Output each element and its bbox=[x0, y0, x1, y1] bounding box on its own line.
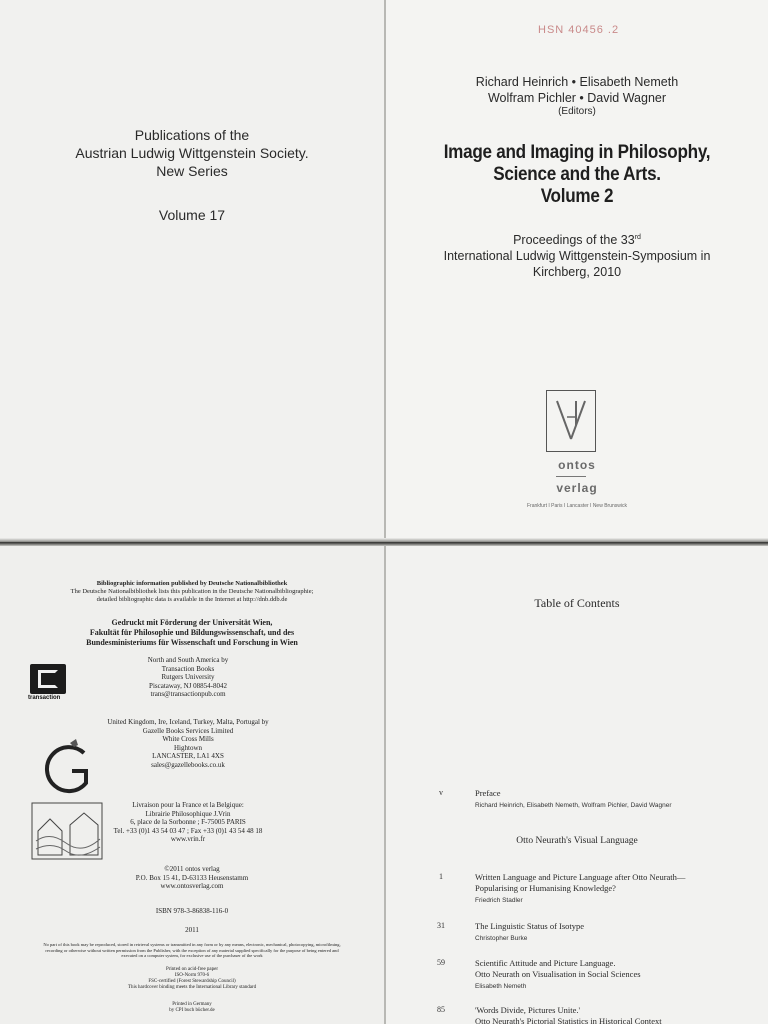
toc-page-number: 31 bbox=[437, 921, 445, 930]
toc-entry-title: The Linguistic Status of Isotype bbox=[475, 921, 585, 931]
title-line: Image and Imaging in Philosophy, bbox=[443, 142, 711, 163]
publisher-divider bbox=[556, 476, 586, 477]
ordinal-suffix: rd bbox=[634, 234, 641, 241]
toc-entry-text bbox=[475, 872, 745, 905]
toc-entry-text bbox=[475, 921, 745, 943]
funding-note bbox=[0, 618, 384, 648]
proceedings-line: Kirchberg, 2010 bbox=[532, 265, 622, 280]
series-line: New Series bbox=[156, 163, 228, 179]
title-line: Volume 2 bbox=[540, 186, 614, 207]
printed-in bbox=[0, 1002, 384, 1014]
spine-horizontal bbox=[0, 538, 768, 546]
editors bbox=[386, 74, 768, 118]
toc-entry-text bbox=[475, 788, 745, 810]
series-volume: Volume 17 bbox=[158, 207, 226, 223]
copyright-line: www.ontosverlag.com bbox=[160, 882, 224, 890]
section-heading: Otto Neurath's Visual Language bbox=[516, 836, 638, 846]
toc-entry-authors: Christopher Burke bbox=[475, 935, 528, 942]
address-line: trans@transactionpub.com bbox=[150, 690, 226, 698]
france-distributor bbox=[100, 801, 276, 844]
bib-heading: Bibliographic information published by Deutsche Nationalbibliothek bbox=[96, 580, 288, 587]
copyright-page bbox=[0, 546, 384, 1024]
toc-entry-title: Otto Neurath's Pictorial Statistics in Historical Context bbox=[475, 1016, 662, 1024]
editors-note: (Editors) bbox=[558, 106, 596, 117]
address-line: Transaction Books bbox=[161, 664, 215, 673]
table-of-contents-page bbox=[386, 546, 768, 1024]
half-title-page bbox=[0, 0, 384, 540]
print-info bbox=[0, 967, 384, 991]
address-line: sales@gazellebooks.co.uk bbox=[151, 760, 225, 769]
toc-entry-authors: Elisabeth Nemeth bbox=[475, 983, 527, 990]
editors-line: Richard Heinrich • Elisabeth Nemeth bbox=[475, 75, 679, 89]
editors-line: Wolfram Pichler • David Wagner bbox=[487, 91, 667, 105]
uk-distributor bbox=[100, 718, 276, 769]
transaction-logo-icon bbox=[30, 664, 66, 704]
publisher-name: verlag bbox=[556, 481, 598, 495]
print-line: Printed on acid-free paper bbox=[165, 967, 219, 972]
proceedings-line: International Ludwig Wittgenstein-Symposium in bbox=[443, 249, 711, 264]
publication-year: 2011 bbox=[185, 926, 199, 934]
toc-entry-title: Otto Neurath on Visualisation in Social Sciences bbox=[475, 969, 641, 979]
address-line: White Cross Mills bbox=[162, 735, 214, 743]
toc-title: Table of Contents bbox=[534, 596, 620, 610]
bib-line: The Deutsche Nationalbibliothek lists this publication in the Deutsche Nationalbibliographie; bbox=[70, 588, 314, 595]
funding-line: Gedruckt mit Förderung der Universität Wien, bbox=[111, 618, 273, 627]
series-line: Austrian Ludwig Wittgenstein Society. bbox=[75, 145, 309, 161]
toc-page-number: 59 bbox=[437, 958, 445, 967]
toc-page-number: 85 bbox=[437, 1005, 445, 1014]
series-title bbox=[0, 126, 384, 180]
toc-page-number: 1 bbox=[439, 872, 443, 881]
copyright-notice bbox=[0, 865, 384, 891]
address-line: Tel. +33 (0)1 43 54 03 47 ; Fax +33 (0)1 43 54 48 18 bbox=[113, 826, 263, 835]
bibliographic-info bbox=[0, 580, 384, 604]
copyright-line: ©2011 ontos verlag bbox=[164, 865, 220, 873]
toc-entry-title: Preface bbox=[475, 788, 501, 798]
transaction-label: transaction bbox=[28, 695, 61, 701]
title-page bbox=[386, 0, 768, 540]
isbn: ISBN 978-3-86838-116-0 bbox=[155, 907, 229, 915]
address-line: North and South America by bbox=[147, 656, 229, 664]
vrin-engraving-icon bbox=[30, 801, 104, 861]
address-line: 6, place de la Sorbonne ; F-75005 PARIS bbox=[130, 818, 246, 826]
book-title bbox=[405, 142, 749, 208]
print-line: FSC-certified (Forest Stewardship Council) bbox=[148, 979, 236, 984]
proceedings-text: Proceedings of the 33 bbox=[513, 233, 635, 248]
address-line: Piscataway, NJ 08854-8042 bbox=[149, 681, 227, 690]
funding-line: Bundesministeriums für Wissenschaft und Forschung in Wien bbox=[86, 638, 298, 647]
toc-entry-authors: Friedrich Stadler bbox=[475, 897, 523, 904]
address-line: Gazelle Books Services Limited bbox=[142, 726, 234, 735]
bib-line: detailed bibliographic data is available in the Internet at http://dnb.ddb.de bbox=[96, 596, 288, 603]
print-line: by CPI buch bücher.de bbox=[169, 1008, 215, 1013]
toc-entry-authors: Richard Heinrich, Elisabeth Nemeth, Wolfram Pichler, David Wagner bbox=[475, 802, 672, 809]
address-line: Hightown bbox=[174, 743, 202, 752]
toc-page-number: v bbox=[439, 788, 443, 797]
address-line: Rutgers University bbox=[161, 673, 215, 681]
toc-entry-title: Written Language and Picture Language after Otto Neurath— bbox=[475, 872, 686, 882]
proceedings-line bbox=[386, 230, 768, 248]
us-distributor bbox=[100, 656, 276, 699]
title-line: Science and the Arts. bbox=[493, 164, 661, 185]
proceedings bbox=[386, 230, 768, 280]
library-shelfmark: HSN 40456 .2 bbox=[538, 24, 620, 36]
toc-entry-title: 'Words Divide, Pictures Unite.' bbox=[475, 1005, 581, 1015]
toc-entry-title: Popularising or Humanising Knowledge? bbox=[475, 883, 616, 893]
toc-entry-title: Scientific Attitude and Picture Language. bbox=[475, 958, 616, 968]
publisher-cities: Frankfurt I Paris I Lancaster I New Brunswick bbox=[526, 503, 628, 509]
print-line: ISO-Norm 970-6 bbox=[174, 973, 210, 978]
address-line: United Kingdom, Ire, Iceland, Turkey, Malta, Portugal by bbox=[107, 718, 269, 726]
address-line: Livraison pour la France et la Belgique: bbox=[132, 801, 244, 809]
gazelle-logo-icon bbox=[40, 739, 100, 799]
publisher-name: ontos bbox=[558, 458, 596, 472]
copyright-line: P.O. Box 15 41, D-63133 Heusenstamm bbox=[135, 873, 249, 882]
print-line: This hardcover binding meets the International Library standard bbox=[127, 985, 257, 990]
address-line: www.vrin.fr bbox=[170, 835, 206, 843]
legal-notice: No part of this book may be reproduced, stored in retrieval systems or transmitted in any form or by any means, electronic, mechanical, photocopying, microfilming, recording or otherwise without written permission from the Publisher, with the exception of any material supplied specifically for the purpose of being entered and executed on a computer system, for exclusive use of the purchaser of the work bbox=[43, 942, 341, 958]
series-line: Publications of the bbox=[134, 127, 250, 143]
address-line: Librairie Philosophique J.Vrin bbox=[145, 809, 231, 818]
toc-entry-text bbox=[475, 958, 745, 991]
address-line: LANCASTER, LA1 4XS bbox=[152, 752, 224, 760]
print-line: Printed in Germany bbox=[172, 1002, 212, 1007]
ontos-logo-icon bbox=[546, 390, 596, 452]
funding-line: Fakultät für Philosophie und Bildungswissenschaft, und des bbox=[89, 628, 295, 637]
toc-entry-text bbox=[475, 1005, 745, 1024]
